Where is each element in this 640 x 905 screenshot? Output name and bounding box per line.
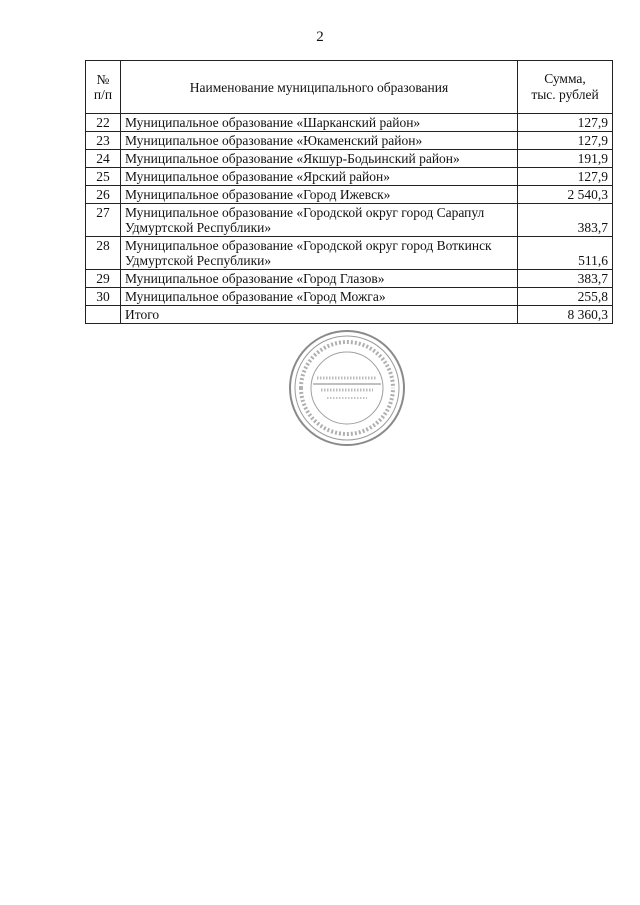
seal-stamp-icon	[287, 328, 407, 448]
total-num	[86, 306, 121, 324]
row-name: Муниципальное образование «Юкаменский район»	[121, 132, 518, 150]
row-num: 23	[86, 132, 121, 150]
row-name: Муниципальное образование «Город Глазов»	[121, 270, 518, 288]
table-row	[86, 204, 613, 237]
table-row	[86, 150, 613, 168]
table-row	[86, 132, 613, 150]
row-num: 22	[86, 114, 121, 132]
header-name: Наименование муниципального образования	[121, 61, 518, 114]
row-sum: 127,9	[518, 132, 613, 150]
table-row	[86, 288, 613, 306]
row-sum: 191,9	[518, 150, 613, 168]
row-name: Муниципальное образование «Город Ижевск»	[121, 186, 518, 204]
row-sum: 127,9	[518, 114, 613, 132]
header-num	[86, 61, 121, 114]
table-row	[86, 114, 613, 132]
row-name: Муниципальное образование «Ярский район»	[121, 168, 518, 186]
row-name: Муниципальное образование «Город Можга»	[121, 288, 518, 306]
table-header-row	[86, 61, 613, 114]
row-sum: 2 540,3	[518, 186, 613, 204]
row-num: 29	[86, 270, 121, 288]
allocation-table	[85, 60, 613, 324]
row-sum: 511,6	[518, 237, 613, 270]
row-name: Муниципальное образование «Городской округ город Сарапул Удмуртской Республики»	[121, 204, 518, 237]
header-sum-line1: Сумма,	[544, 71, 586, 86]
table-row	[86, 186, 613, 204]
row-sum: 383,7	[518, 204, 613, 237]
table-row	[86, 168, 613, 186]
total-sum: 8 360,3	[518, 306, 613, 324]
row-num: 25	[86, 168, 121, 186]
row-num: 24	[86, 150, 121, 168]
row-name: Муниципальное образование «Якшур-Бодьинский район»	[121, 150, 518, 168]
row-num: 30	[86, 288, 121, 306]
row-num: 27	[86, 204, 121, 237]
row-name: Муниципальное образование «Шарканский район»	[121, 114, 518, 132]
header-sum	[518, 61, 613, 114]
total-row	[86, 306, 613, 324]
row-sum: 255,8	[518, 288, 613, 306]
page-number: 2	[316, 29, 324, 45]
row-sum: 383,7	[518, 270, 613, 288]
row-sum: 127,9	[518, 168, 613, 186]
row-num: 26	[86, 186, 121, 204]
table-row	[86, 270, 613, 288]
header-num-label: № п/п	[93, 72, 113, 102]
row-name: Муниципальное образование «Городской округ город Воткинск Удмуртской Республики»	[121, 237, 518, 270]
header-sum-line2: тыс. рублей	[531, 87, 599, 102]
total-label: Итого	[121, 306, 518, 324]
table-row	[86, 237, 613, 270]
row-num: 28	[86, 237, 121, 270]
